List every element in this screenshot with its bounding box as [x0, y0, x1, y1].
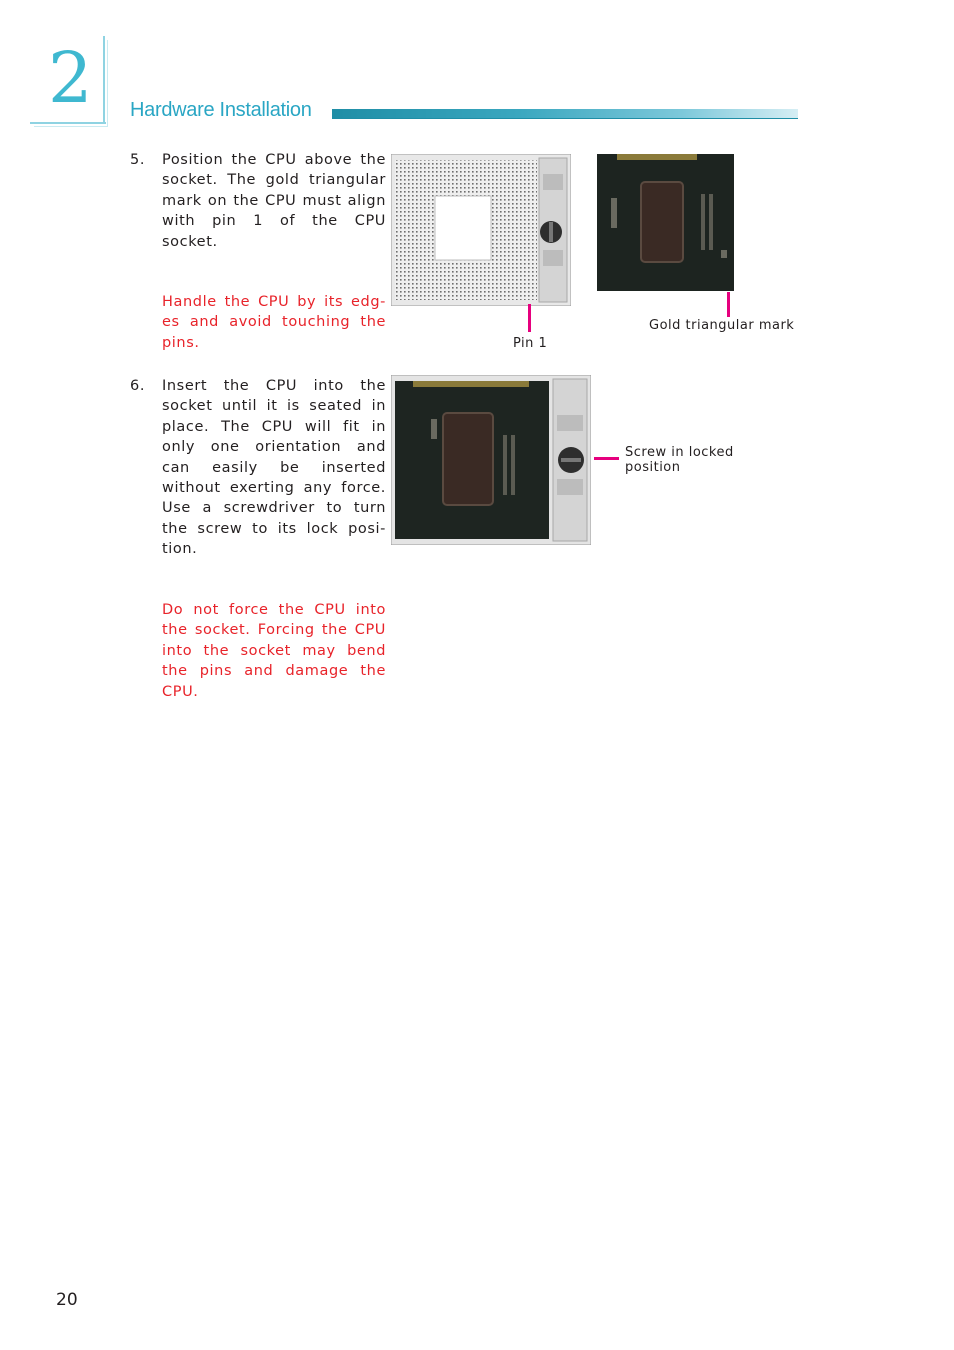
cpu-photo — [597, 154, 734, 291]
step-text: Insert the CPU into the socket until it is seated in place. The CPU will fit in only one orientation and can easily be inserted without exerting any force. Use a screwdriver to turn the screw to its lock posi-tion. — [162, 378, 386, 558]
cpu-socket-photo — [391, 154, 571, 306]
chapter-underline-shadow — [34, 126, 108, 127]
step-number: 5. — [130, 152, 146, 168]
step-text: Position the CPU above the socket. The gold triangular mark on the CPU must align with pin 1 of the CPU socket. — [162, 152, 386, 250]
chapter-number: 2 — [48, 37, 93, 119]
chapter-divider — [103, 36, 105, 124]
pin1-pointer — [528, 304, 531, 332]
step-5-caution: Handle the CPU by its edg-es and avoid touching the pins. — [162, 294, 386, 351]
pin1-label: Pin 1 — [513, 336, 548, 351]
section-title: Hardware Installation — [130, 99, 312, 121]
screw-pointer — [594, 457, 619, 460]
step-number: 6. — [130, 378, 146, 394]
cpu-in-socket-photo — [391, 375, 591, 545]
page-number: 20 — [56, 1290, 78, 1310]
gold-mark-label: Gold triangular mark — [649, 318, 795, 333]
chapter-underline — [30, 122, 106, 124]
gold-mark-pointer — [727, 292, 730, 317]
title-rule — [332, 118, 798, 119]
step-6-caution: Do not force the CPU into the socket. Forcing the CPU into the socket may bend the pins and damage the CPU. — [162, 602, 386, 700]
chapter-divider-shadow — [107, 40, 108, 126]
screw-label: Screw in locked position — [625, 445, 734, 475]
